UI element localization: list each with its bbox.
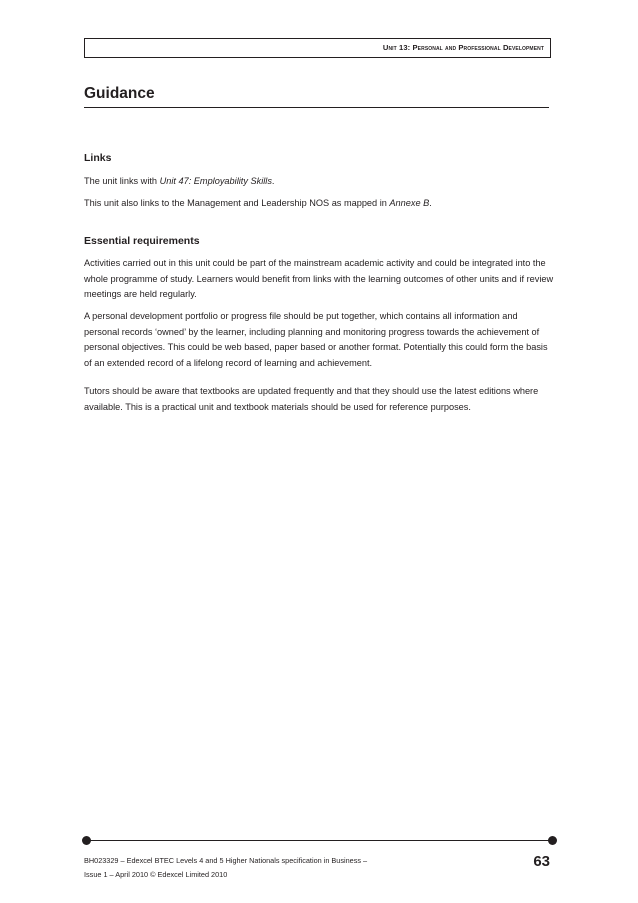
links-paragraph-1 <box>84 174 554 190</box>
essential-requirements-heading: Essential requirements <box>84 235 200 247</box>
links-text-2a: This unit also links to the Management and Leadership NOS as mapped in <box>84 198 390 208</box>
links-text-2b: . <box>429 198 432 208</box>
footer-line-2: Issue 1 – April 2010 © Edexcel Limited 2010 <box>84 869 228 879</box>
footer-right-bullet <box>548 836 557 845</box>
footer-rule <box>86 840 553 841</box>
links-text-1b: . <box>271 176 275 186</box>
heading-divider <box>84 107 549 108</box>
links-heading: Links <box>84 152 112 164</box>
links-text-1a: The unit links with <box>84 176 160 186</box>
footer-citation <box>84 854 444 881</box>
footer-line-1: BH023329 – Edexcel BTEC Levels 4 and 5 Higher Nationals specification in Business – <box>84 856 368 865</box>
unit-title: Unit 13: Personal and Professional Development <box>382 43 544 52</box>
essential-paragraph-3: Tutors should be aware that textbooks are updated frequently and that they should use the latest editions where available. This is a practical unit and textbook materials should be used for reference purposes. <box>84 386 539 412</box>
essential-paragraph-1: Activities carried out in this unit could be part of the mainstream academic activity and could be integrated into the whole programme of study. Learners would benefit from links with the learning outcomes of other units and if review meetings are held regularly. <box>84 258 554 300</box>
annexe-reference: Annexe B <box>389 198 430 208</box>
links-paragraph-2 <box>84 196 554 212</box>
running-header <box>84 38 551 58</box>
page-number: 63 <box>533 853 550 870</box>
essential-paragraph-2: A personal development portfolio or progress file should be put together, which contains all information and personal records ‘owned’ by the learner, including planning and monitoring progress towards the achievement of personal objectives. This could be web based, paper based or another format. Potentially this could form the basis of an extended record of a lifelong record of learning and achievement. <box>84 311 548 369</box>
page-title: Guidance <box>84 85 155 102</box>
unit-47-reference: Unit 47: Employability Skills <box>159 176 272 186</box>
